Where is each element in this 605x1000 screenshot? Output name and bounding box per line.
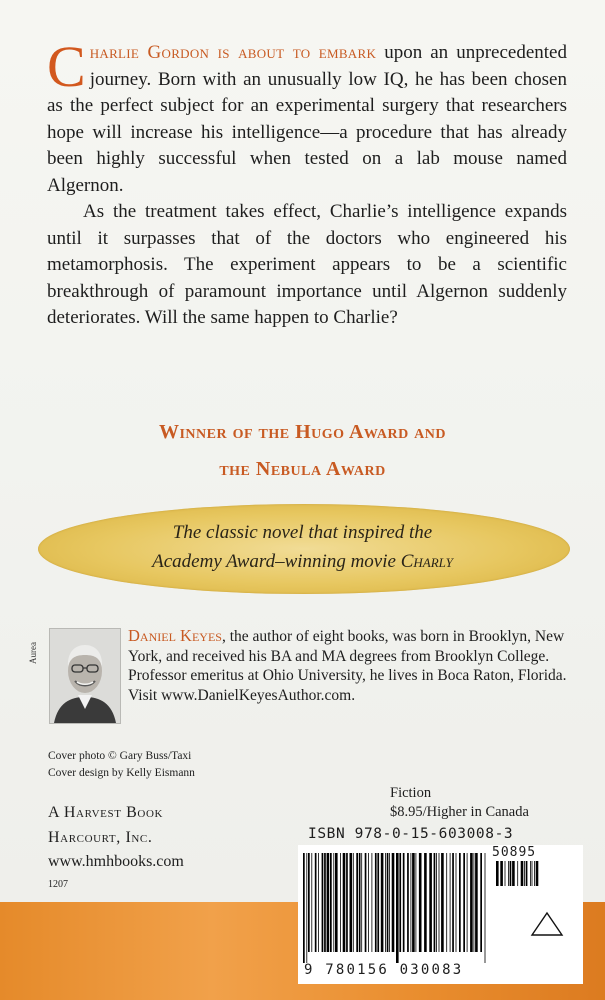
barcode-bar <box>327 853 330 952</box>
barcode-bar <box>416 853 417 952</box>
author-bio-text: , the author of eight books, was born in Brooklyn, New York, and received his BA and MA degrees from Brooklyn College. Professor emeritus at Ohio University, he lives in Boca Raton, Florida. Visit www.DanielKeyesAuthor.com. <box>128 628 567 704</box>
barcode-bar <box>365 853 367 952</box>
cover-credits <box>48 748 195 782</box>
barcode-bar <box>375 853 377 952</box>
barcode-bar <box>524 861 525 886</box>
award-line-2: the Nebula Award <box>219 458 386 480</box>
publisher-block <box>48 801 184 875</box>
barcode-bar <box>407 853 409 952</box>
barcode-bar <box>350 853 353 952</box>
publisher-name: Harcourt, Inc. <box>48 828 153 846</box>
barcode-bar <box>508 861 509 886</box>
movie-title: Charly <box>400 551 453 572</box>
barcode-bar <box>500 861 503 886</box>
barcode-bar <box>353 853 354 952</box>
movie-banner-text <box>0 518 605 576</box>
barcode-bar <box>389 853 390 952</box>
cover-photo-credit: Cover photo © Gary Buss/Taxi <box>48 750 192 762</box>
barcode-bar <box>480 853 482 952</box>
barcode-bar <box>372 853 373 952</box>
barcode-bar <box>318 853 319 952</box>
blurb-paragraph-1 <box>47 34 567 199</box>
award-line-1: Winner of the Hugo Award and <box>158 421 447 443</box>
barcode-bar <box>361 853 362 952</box>
category-price <box>390 784 529 822</box>
barcode-bar <box>385 853 386 952</box>
barcode-bar <box>346 853 348 952</box>
barcode-bar <box>399 853 401 952</box>
barcode-bar <box>536 861 539 886</box>
cover-design-credit: Cover design by Kelly Eismann <box>48 767 195 779</box>
barcode-bar <box>429 853 432 952</box>
barcode-bar <box>452 853 454 952</box>
barcode-bar <box>333 853 334 952</box>
author-portrait-icon <box>50 629 120 723</box>
barcode-bar <box>411 853 412 952</box>
author-bio <box>128 626 568 705</box>
ean-barcode <box>302 853 488 963</box>
barcode-bar <box>441 853 444 952</box>
isbn: ISBN 978-0-15-603008-3 <box>308 826 514 842</box>
imprint: A Harvest Book <box>48 804 164 821</box>
barcode-bar <box>456 853 457 952</box>
barcode-bar <box>343 853 346 952</box>
movie-banner-line-1: The classic novel that inspired the <box>172 522 433 543</box>
barcode-bar <box>475 853 478 952</box>
barcode-bar <box>315 853 317 952</box>
barcode-bar <box>330 853 332 952</box>
barcode-bar <box>485 853 486 963</box>
movie-banner-line-2-prefix: Academy Award–winning movie <box>152 551 401 572</box>
barcode-bar <box>387 853 389 952</box>
barcode-bar <box>311 853 312 952</box>
barcode-bar <box>324 853 326 952</box>
back-cover-blurb <box>47 34 567 332</box>
barcode-bar <box>419 853 422 952</box>
barcode-bar <box>446 853 447 952</box>
movie-banner-line-2 <box>0 547 605 576</box>
barcode-bar <box>496 861 499 886</box>
barcode-bar <box>439 853 440 952</box>
barcode-bar <box>512 861 515 886</box>
barcode-digits: 9 780156 030083 <box>304 962 464 978</box>
barcode-bar <box>470 853 473 952</box>
barcode-bar <box>450 853 451 952</box>
drop-cap: C <box>47 34 86 99</box>
barcode-bar <box>532 861 533 886</box>
barcode-bar <box>412 853 415 952</box>
barcode-bar <box>459 853 461 952</box>
barcode-bar <box>392 853 395 952</box>
barcode-bar <box>434 853 436 952</box>
barcode-bar <box>467 853 468 952</box>
barcode-bar <box>505 861 506 886</box>
barcode-bar <box>510 861 512 886</box>
award-heading <box>0 414 605 488</box>
addon-barcode <box>495 861 541 886</box>
barcode-bar <box>521 861 524 886</box>
barcode-bar <box>335 853 338 952</box>
blurb-paragraph-1-text: upon an unprecedented journey. Born with an unusually low IQ, he has been chosen as the perfect subject for an experimental surgery that researchers hope will increase his intelligence—a procedure that has already been highly successful when tested on a lab mouse named Algernon. <box>47 42 567 196</box>
barcode-bar <box>424 853 427 952</box>
barcode-bar <box>303 853 305 963</box>
print-code: 1207 <box>48 879 68 890</box>
category: Fiction <box>390 785 432 801</box>
author-photo <box>49 628 121 724</box>
barcode-bar <box>377 853 379 952</box>
barcode-bar <box>308 853 310 952</box>
barcode-bar <box>534 861 535 886</box>
barcode-bar <box>526 861 528 886</box>
barcode-bar <box>359 853 361 952</box>
blurb-paragraph-2: As the treatment takes effect, Charlie’s intelligence expands until it surpasses that of the doctors who engineered his metamorphosis. The experiment appears to be a scientific breakthrough of paramount importance until Algernon suddenly deteriorates. Will the same happen to Charlie? <box>47 201 567 328</box>
author-name: Daniel Keyes <box>128 626 222 645</box>
blurb-lead: harlie Gordon is about to embark <box>89 42 377 63</box>
barcode-bar <box>396 853 399 963</box>
price: $8.95/Higher in Canada <box>390 804 529 820</box>
addon-number: 50895 <box>492 845 537 860</box>
publisher-url: www.hmhbooks.com <box>48 853 184 870</box>
barcode-bar <box>436 853 437 952</box>
barcode-bar <box>530 861 531 886</box>
barcode-bar <box>463 853 465 952</box>
barcode-bar <box>306 853 307 963</box>
photo-credit: Aurea <box>28 642 38 664</box>
triangle-icon <box>530 911 564 937</box>
barcode-bar <box>356 853 358 952</box>
barcode-bar <box>322 853 324 952</box>
barcode-bar <box>368 853 369 952</box>
barcode-bar <box>517 861 518 886</box>
barcode-bar <box>403 853 405 952</box>
barcode-bar <box>474 853 475 952</box>
barcode-bar <box>381 853 384 952</box>
barcode-bar <box>340 853 341 952</box>
